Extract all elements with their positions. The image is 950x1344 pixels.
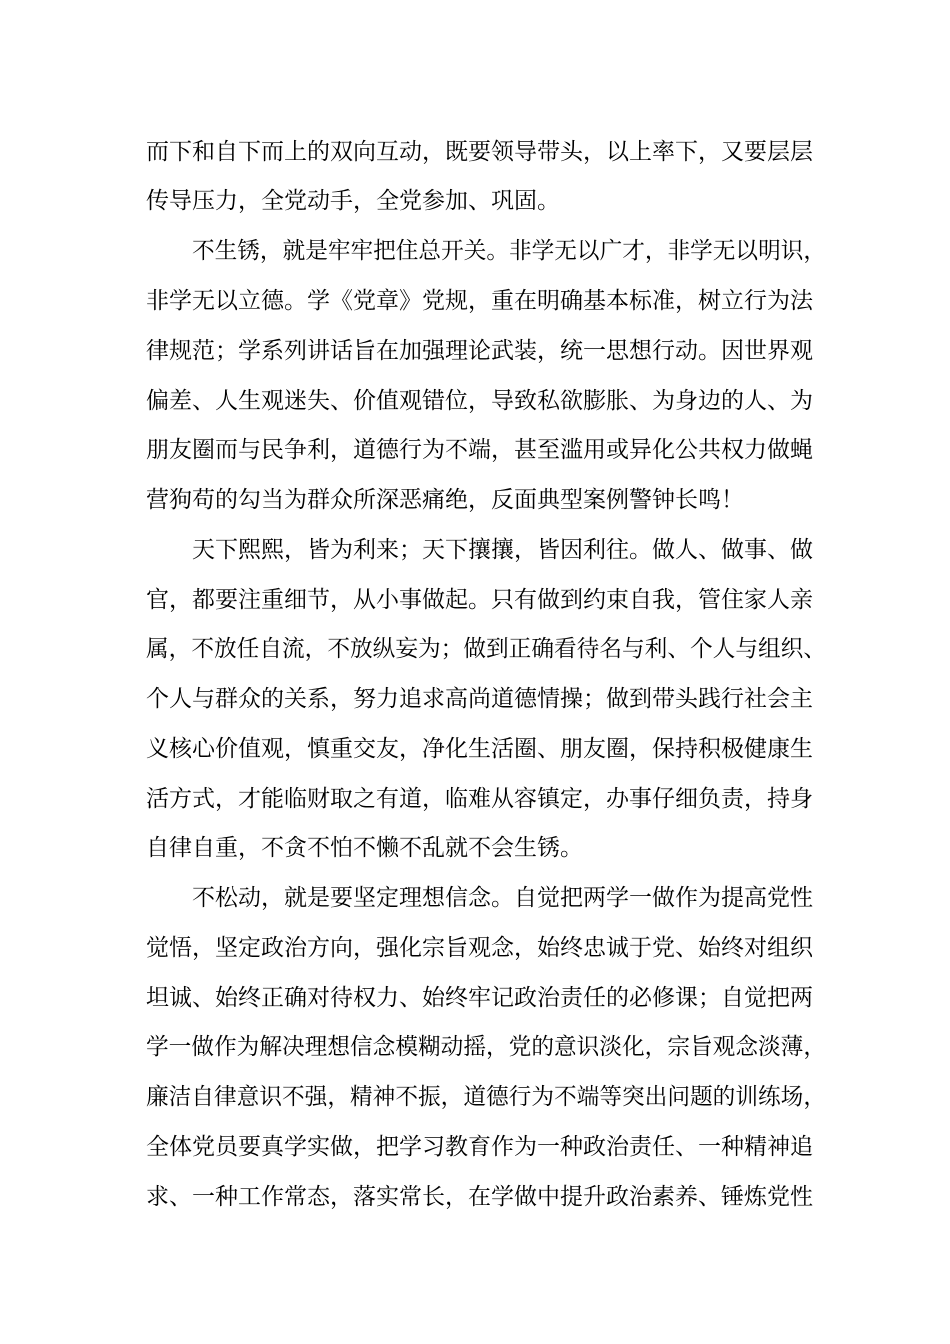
- text-line-18: 坦诚、始终正确对待权力、始终牢记政治责任的必修课；自觉把两: [146, 985, 813, 1011]
- text-line-8: 营狗苟的勾当为群众所深恶痛绝，反面典型案例警钟长鸣！: [146, 487, 744, 513]
- text-line-17: 觉悟，坚定政治方向，强化宗旨观念，始终忠诚于党、始终对组织: [146, 935, 813, 961]
- text-line-20: 廉洁自律意识不强，精神不振，道德行为不端等突出问题的训练场，: [146, 1084, 826, 1110]
- text-line-16: 不松动，就是要坚定理想信念。自觉把两学一做作为提高党性: [192, 885, 813, 911]
- text-line-22: 求、一种工作常态，落实常长，在学做中提升政治素养、锤炼党性: [146, 1184, 813, 1210]
- text-line-5: 律规范；学系列讲话旨在加强理论武装，统一思想行动。因世界观: [146, 338, 813, 364]
- text-line-13: 义核心价值观，慎重交友，净化生活圈、朋友圈，保持积极健康生: [146, 736, 813, 762]
- text-line-12: 个人与群众的关系，努力追求高尚道德情操；做到带头践行社会主: [146, 686, 813, 712]
- text-line-4: 非学无以立德。学《党章》党规，重在明确基本标准，树立行为法: [146, 288, 813, 314]
- text-line-10: 官，都要注重细节，从小事做起。只有做到约束自我，管住家人亲: [146, 587, 813, 613]
- text-line-21: 全体党员要真学实做，把学习教育作为一种政治责任、一种精神追: [146, 1134, 813, 1160]
- text-line-7: 朋友圈而与民争利，道德行为不端，甚至滥用或异化公共权力做蝇: [146, 437, 813, 463]
- text-line-2: 传导压力，全党动手，全党参加、巩固。: [146, 188, 560, 214]
- text-line-11: 属，不放任自流，不放纵妄为；做到正确看待名与利、个人与组织、: [146, 636, 826, 662]
- text-line-19: 学一做作为解决理想信念模糊动摇，党的意识淡化，宗旨观念淡薄，: [146, 1034, 826, 1060]
- text-line-14: 活方式，才能临财取之有道，临难从容镇定，办事仔细负责，持身: [146, 786, 813, 812]
- text-line-6: 偏差、人生观迷失、价值观错位，导致私欲膨胀、为身边的人、为: [146, 388, 813, 414]
- text-line-3: 不生锈，就是牢牢把住总开关。非学无以广才，非学无以明识，: [192, 238, 826, 264]
- text-line-15: 自律自重，不贪不怕不懒不乱就不会生锈。: [146, 835, 583, 861]
- text-line-9: 天下熙熙，皆为利来；天下攘攘，皆因利往。做人、做事、做: [192, 537, 813, 563]
- text-line-1: 而下和自下而上的双向互动，既要领导带头，以上率下，又要层层: [146, 139, 813, 165]
